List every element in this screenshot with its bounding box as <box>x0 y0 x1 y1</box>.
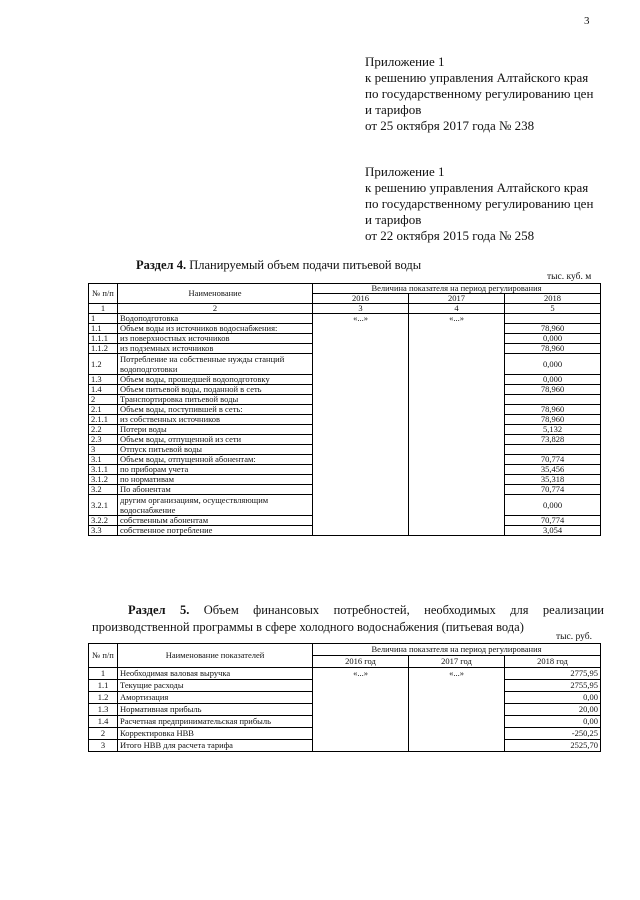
annex-line: от 25 октября 2017 года № 238 <box>365 118 535 133</box>
row-number: 2.1.1 <box>89 415 118 425</box>
value-2018: 2755,95 <box>505 680 601 692</box>
section5-title <box>92 602 604 636</box>
row-number: 3.1.1 <box>89 465 118 475</box>
section4-label: Раздел 4. <box>136 258 187 272</box>
row-number: 2.2 <box>89 425 118 435</box>
value-2018 <box>505 445 601 455</box>
value-2018 <box>505 395 601 405</box>
header-period: Величина показателя на период регулирования <box>313 284 601 294</box>
value-2018: 0,00 <box>505 716 601 728</box>
row-name: из подземных источников <box>118 344 313 354</box>
section5-unit: тыс. руб. <box>556 632 592 642</box>
row-name: Объем питьевой воды, поданной в сеть <box>118 385 313 395</box>
header-num: № п/п <box>89 644 118 668</box>
row-number: 1.2 <box>89 354 118 375</box>
value-2018: -250,25 <box>505 728 601 740</box>
row-name: Текущие расходы <box>118 680 313 692</box>
row-number: 1.3 <box>89 375 118 385</box>
value-2018: 70,774 <box>505 485 601 495</box>
annex-line: Приложение 1 <box>365 54 445 69</box>
row-number: 1.4 <box>89 716 118 728</box>
annex-line: от 22 октября 2015 года № 258 <box>365 228 535 243</box>
row-number: 3.2 <box>89 485 118 495</box>
value-2018: 78,960 <box>505 405 601 415</box>
annex-line: к решению управления Алтайского края <box>365 180 589 195</box>
annex-line: и тарифов <box>365 102 422 117</box>
annex-line: по государственному регулированию цен <box>365 86 594 101</box>
row-name: Объем воды, поступившей в сеть: <box>118 405 313 415</box>
row-number: 1.1 <box>89 324 118 334</box>
header-name: Наименование показателей <box>118 644 313 668</box>
section4-title <box>136 258 421 273</box>
annex-line: и тарифов <box>365 212 422 227</box>
header-num: № п/п <box>89 284 118 304</box>
value-2018: 0,000 <box>505 375 601 385</box>
row-name: Объем воды из источников водоснабжения: <box>118 324 313 334</box>
value-2018: 78,960 <box>505 415 601 425</box>
table-row <box>89 314 601 324</box>
value-2018: 0,00 <box>505 692 601 704</box>
row-name: по нормативам <box>118 475 313 485</box>
row-name: Водоподготовка <box>118 314 313 324</box>
row-number: 3.2.1 <box>89 495 118 516</box>
row-name: Итого НВВ для расчета тарифа <box>118 740 313 752</box>
header-col-number: 3 <box>313 304 409 314</box>
row-number: 3 <box>89 740 118 752</box>
section4-unit: тыс. куб. м <box>547 272 592 282</box>
value-2018: 0,000 <box>505 354 601 375</box>
header-year: 2018 год <box>505 656 601 668</box>
row-number: 3 <box>89 445 118 455</box>
value-2018: 70,774 <box>505 516 601 526</box>
row-number: 2.3 <box>89 435 118 445</box>
value-2018: 5,132 <box>505 425 601 435</box>
row-name: Корректировка НВВ <box>118 728 313 740</box>
header-year: 2016 год <box>313 656 409 668</box>
value-2018: 35,318 <box>505 475 601 485</box>
value-2018: 20,00 <box>505 704 601 716</box>
header-year: 2017 <box>409 294 505 304</box>
value-2018: 3,054 <box>505 526 601 536</box>
row-name: Амортизация <box>118 692 313 704</box>
header-col-number: 4 <box>409 304 505 314</box>
annex-line: по государственному регулированию цен <box>365 196 594 211</box>
row-number: 2 <box>89 395 118 405</box>
value-2017-omitted: «...» <box>409 668 505 752</box>
value-2018: 70,774 <box>505 455 601 465</box>
row-name: собственным абонентам <box>118 516 313 526</box>
value-2018: 0,000 <box>505 334 601 344</box>
row-name: Транспортировка питьевой воды <box>118 395 313 405</box>
annex-line: Приложение 1 <box>365 164 445 179</box>
row-name: Необходимая валовая выручка <box>118 668 313 680</box>
header-col-number: 1 <box>89 304 118 314</box>
value-2018: 0,000 <box>505 495 601 516</box>
row-number: 3.2.2 <box>89 516 118 526</box>
row-name: Нормативная прибыль <box>118 704 313 716</box>
value-2018: 2525,70 <box>505 740 601 752</box>
row-number: 3.1.2 <box>89 475 118 485</box>
row-name: по приборам учета <box>118 465 313 475</box>
value-2018: 78,960 <box>505 324 601 334</box>
value-2018: 78,960 <box>505 344 601 354</box>
row-name: из собственных источников <box>118 415 313 425</box>
section5-title-text: Объем финансовых потребностей, необходимых для реализации производственной программы в сфере холодного водоснабжения (питьевая вода) <box>92 603 604 634</box>
value-2018: 2775,95 <box>505 668 601 680</box>
row-number: 1 <box>89 668 118 680</box>
section4-table <box>88 283 601 536</box>
header-col-number: 2 <box>118 304 313 314</box>
row-number: 2.1 <box>89 405 118 415</box>
header-year: 2017 год <box>409 656 505 668</box>
row-name: Расчетная предпринимательская прибыль <box>118 716 313 728</box>
header-year: 2018 <box>505 294 601 304</box>
value-2018: 73,828 <box>505 435 601 445</box>
row-number: 1.1 <box>89 680 118 692</box>
value-2017-omitted: «...» <box>409 314 505 536</box>
value-2016-omitted: «...» <box>313 668 409 752</box>
table-row <box>89 668 601 680</box>
section5-label: Раздел 5. <box>128 603 190 617</box>
value-2018 <box>505 314 601 324</box>
page-number: 3 <box>584 15 590 27</box>
row-name: из поверхностных источников <box>118 334 313 344</box>
row-number: 1.3 <box>89 704 118 716</box>
header-year: 2016 <box>313 294 409 304</box>
row-number: 3.1 <box>89 455 118 465</box>
row-name: другим организациям, осуществляющим водоснабжение <box>118 495 313 516</box>
annex-line: к решению управления Алтайского края <box>365 70 589 85</box>
value-2016-omitted: «...» <box>313 314 409 536</box>
annex-header-previous <box>365 164 593 244</box>
row-name: Потери воды <box>118 425 313 435</box>
row-name: Объем воды, отпущенной абонентам: <box>118 455 313 465</box>
row-number: 1 <box>89 314 118 324</box>
row-number: 1.2 <box>89 692 118 704</box>
row-name: Объем воды, отпущенной из сети <box>118 435 313 445</box>
annex-header-current <box>365 54 593 134</box>
header-name: Наименование <box>118 284 313 304</box>
value-2018: 35,456 <box>505 465 601 475</box>
header-col-number: 5 <box>505 304 601 314</box>
row-number: 3.3 <box>89 526 118 536</box>
row-number: 1.1.1 <box>89 334 118 344</box>
row-name: Объем воды, прошедшей водоподготовку <box>118 375 313 385</box>
row-name: По абонентам <box>118 485 313 495</box>
row-name: Отпуск питьевой воды <box>118 445 313 455</box>
row-number: 1.1.2 <box>89 344 118 354</box>
value-2018: 78,960 <box>505 385 601 395</box>
section4-title-text: Планируемый объем подачи питьевой воды <box>189 258 422 272</box>
row-number: 2 <box>89 728 118 740</box>
row-name: Потребление на собственные нужды станций водоподготовки <box>118 354 313 375</box>
section5-table <box>88 643 601 752</box>
header-period: Величина показателя на период регулирования <box>313 644 601 656</box>
row-number: 1.4 <box>89 385 118 395</box>
row-name: собственное потребление <box>118 526 313 536</box>
